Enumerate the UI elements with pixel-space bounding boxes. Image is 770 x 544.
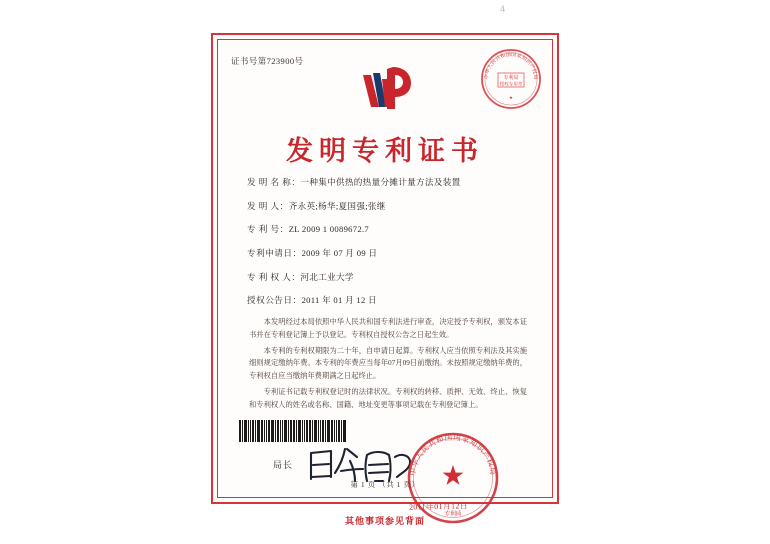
svg-text:专利局: 专利局 — [443, 510, 463, 518]
field-label: 专 利 号： — [247, 224, 289, 235]
office-round-seal — [479, 47, 543, 111]
field-value: 一种集中供热的热量分摊计量方法及装置 — [300, 177, 461, 187]
director-label: 局长 — [273, 460, 294, 470]
field-row — [247, 248, 529, 259]
field-row — [247, 224, 529, 235]
field-label: 专利申请日： — [247, 248, 302, 259]
field-row — [247, 201, 529, 212]
page-count: 第 1 页 （共 1 页） — [350, 480, 420, 489]
field-row — [247, 295, 529, 306]
body-paragraph: 本专利的专利权期限为二十年，自申请日起算。专利权人应当依照专利法及其实施细则规定缴纳年费。本专利的年费应当每年07月09日前缴纳。未按照规定缴纳年费的，专利权自应当缴纳年费期满之日起终止。 — [249, 345, 527, 381]
bottom-note: 其他事项参见背面 — [344, 516, 425, 526]
field-label: 授权公告日： — [247, 295, 302, 306]
field-label: 发 明 名 称： — [247, 177, 301, 187]
field-value: 齐永英;杨华;夏国强;张继 — [288, 200, 386, 211]
page-title: 发明专利证书 — [286, 136, 484, 167]
field-value: 2009 年 07 月 09 日 — [301, 248, 378, 259]
svg-text:★: ★ — [509, 96, 513, 101]
svg-text:授权专用章: 授权专用章 — [499, 82, 523, 88]
field-value: 2011 年 01 月 12 日 — [301, 295, 377, 306]
svg-text:专利局: 专利局 — [503, 75, 519, 81]
field-row — [247, 272, 529, 283]
body-text — [249, 316, 527, 414]
field-value: ZL 2009 1 0089672.7 — [288, 224, 370, 235]
field-value: 河北工业大学 — [300, 271, 354, 282]
field-label: 专 利 权 人： — [247, 271, 301, 282]
seal-date: 2011年01月12日 — [408, 501, 469, 512]
body-paragraph: 本发明经过本局依照中华人民共和国专利法进行审查，决定授予专利权，颁发本证书并在专利登记簿上予以登记。专利权自授权公告之日起生效。 — [249, 317, 527, 339]
patent-office-logo-icon — [349, 63, 421, 115]
svg-text:中华人民共和国国家知识产权局: 中华人民共和国国家知识产权局 — [483, 51, 539, 80]
certificate-frame — [211, 33, 559, 518]
certificate-number: 证书号第723900号 — [231, 56, 304, 66]
scan-mark: 4 — [499, 3, 506, 16]
svg-text:中华人民共和国国家知识产权局: 中华人民共和国国家知识产权局 — [407, 432, 499, 477]
barcode — [239, 420, 359, 442]
field-label: 发 明 人： — [247, 200, 289, 211]
field-list — [247, 177, 529, 319]
field-row — [247, 177, 529, 188]
body-paragraph: 专利证书记载专利权登记时的法律状况。专利权的转移、质押、无效、终止、恢复和专利权人的姓名或名称、国籍、地址变更等事项记载在专利登记簿上。 — [249, 386, 527, 409]
